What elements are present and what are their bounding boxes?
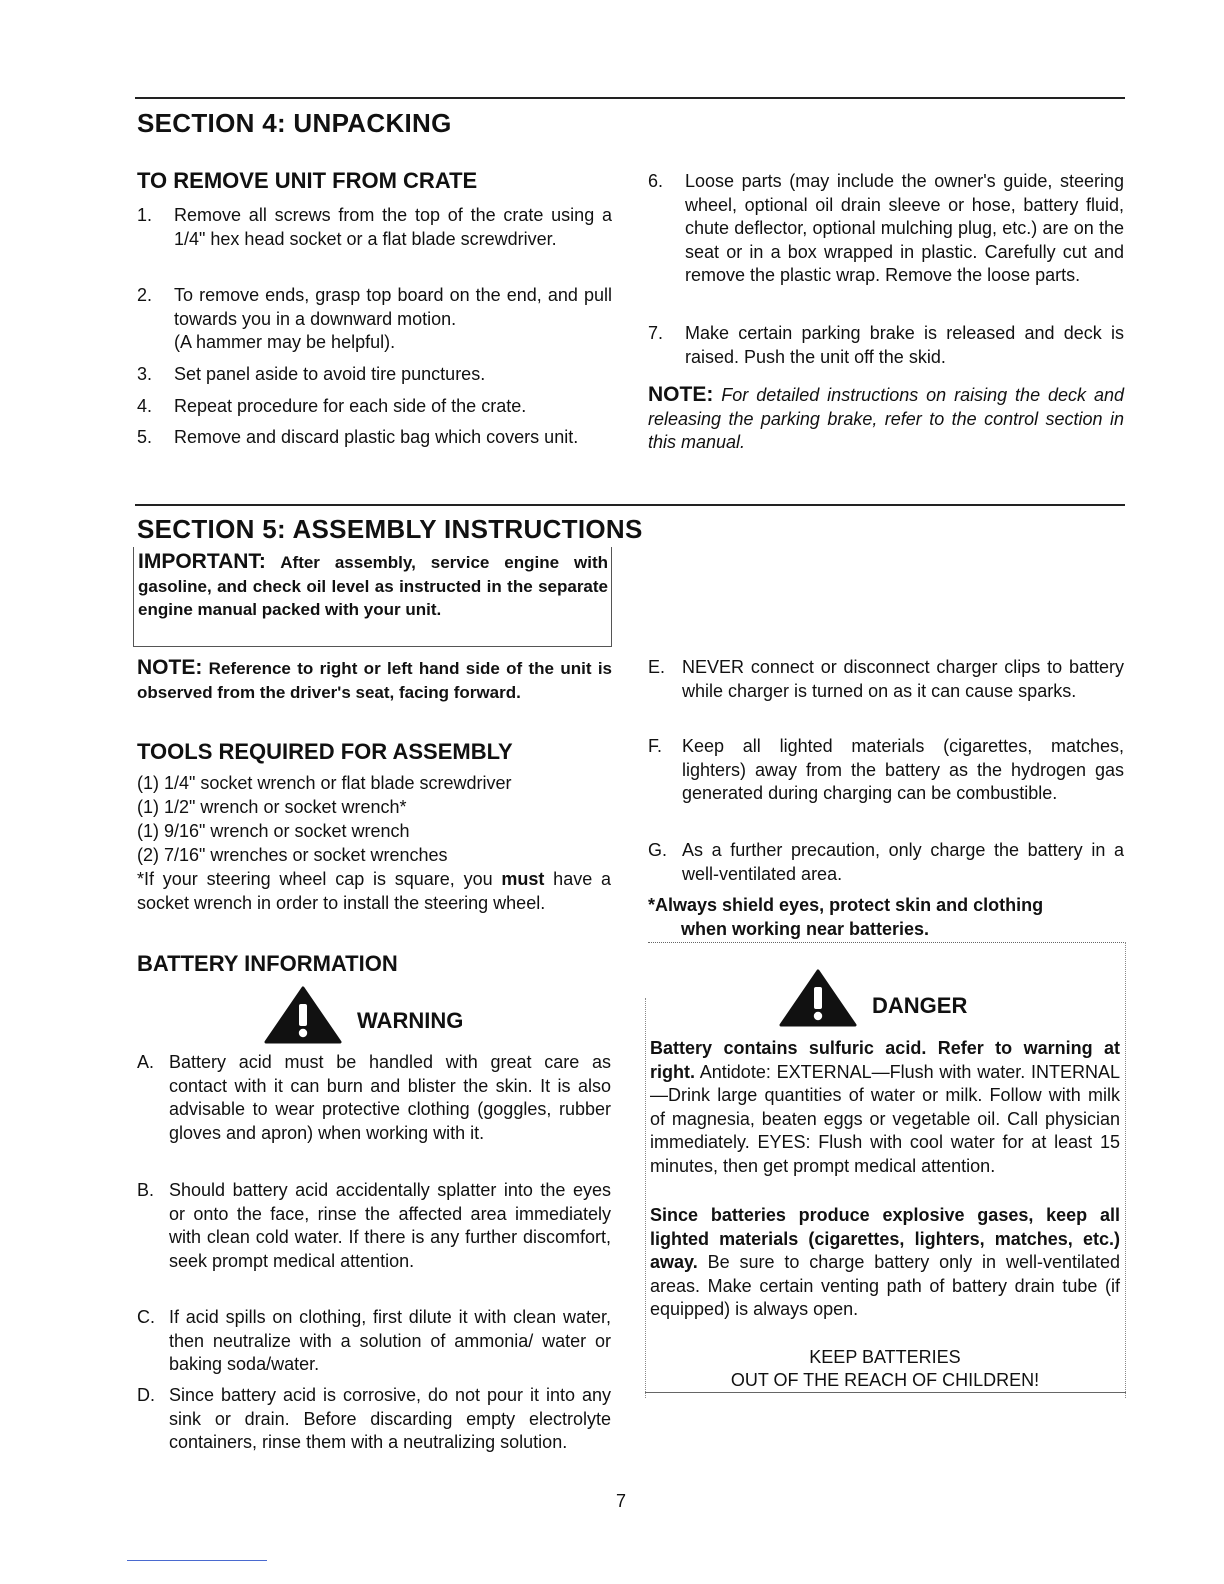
warning-triangle-icon (263, 985, 343, 1045)
step-text: Remove all screws from the top of the crate using a 1/4" hex head socket or a flat blade screwdriver. (174, 205, 612, 249)
section4-top-rule (135, 97, 1125, 99)
item-text: As a further precaution, only charge the battery in a well-ventilated area. (682, 840, 1124, 884)
page-number: 7 (616, 1491, 627, 1511)
step-number: 1. (137, 205, 153, 225)
item-letter: G. (648, 840, 668, 860)
step-text: Remove and discard plastic bag which covers unit. (174, 427, 579, 447)
danger-paragraph-2 (650, 1204, 1120, 1322)
note-label: NOTE: (648, 383, 714, 406)
item-letter: D. (137, 1385, 155, 1405)
crate-heading: TO REMOVE UNIT FROM CRATE (137, 168, 478, 193)
list-item (137, 331, 612, 356)
danger-label: DANGER (872, 993, 968, 1018)
section5-title: SECTION 5: ASSEMBLY INSTRUCTIONS (137, 514, 643, 544)
item-letter: B. (137, 1180, 155, 1200)
step-number: 2. (137, 285, 153, 305)
important-box-right (611, 547, 612, 647)
item-text: Battery acid must be handled with great care as contact with it can burn and blister the skin. It is also advisable to wear protective clothing (goggles, rubber gloves and apron) when working with it. (169, 1052, 611, 1143)
danger-text-2: Be sure to charge battery only in well-ventilated areas. Make certain venting path of battery drain tube (if equipped) is always open. (650, 1252, 1120, 1319)
footnote-text-b: have a socket wrench in order to install the steering wheel. (137, 869, 612, 913)
list-item (648, 839, 1124, 889)
danger-box-top (648, 942, 1126, 943)
list-item (137, 284, 612, 334)
step-number: 5. (137, 427, 153, 447)
step-number: 6. (648, 171, 664, 191)
list-item (648, 322, 1124, 372)
step-number: 3. (137, 364, 153, 384)
note-text: Reference to right or left hand side of the unit is observed from the driver's seat, facing forward. (137, 659, 612, 702)
list-item: (1) 1/4" socket wrench or flat blade screwdriver (137, 773, 512, 793)
assembly-note (137, 656, 612, 704)
list-item (648, 656, 1124, 728)
footer-rule (127, 1560, 267, 1561)
battery-heading: BATTERY INFORMATION (137, 951, 398, 976)
item-text: Should battery acid accidentally splatter into the eyes or onto the face, rinse the affected area immediately with clean cold water. If there is any further discomfort, seek prompt medical attention. (169, 1180, 611, 1271)
danger-bold-1: Battery contains sulfuric acid. Refer to warning at right. (650, 1038, 1120, 1082)
important-box-bottom (133, 646, 612, 647)
item-text: Keep all lighted materials (cigarettes, matches, lighters) away from the battery as the hydrogen gas generated during charging can be combustible. (682, 736, 1124, 803)
note-label: NOTE: (137, 656, 203, 679)
list-item (137, 1384, 611, 1480)
warning-label: WARNING (357, 1008, 464, 1033)
list-item: (1) 1/2" wrench or socket wrench* (137, 797, 407, 817)
danger-bold-2: Since batteries produce explosive gases, keep all lighted materials (cigarettes, lighters, matches, etc.) away. (650, 1205, 1120, 1272)
list-item (137, 1179, 611, 1299)
tools-heading: TOOLS REQUIRED FOR ASSEMBLY (137, 739, 513, 764)
important-notice (138, 550, 608, 622)
shield-warning-line1: *Always shield eyes, protect skin and clothing (648, 895, 1044, 915)
step-text: Make certain parking brake is released and deck is raised. Push the unit off the skid. (685, 323, 1124, 367)
list-item (137, 1306, 611, 1378)
list-item (137, 426, 612, 476)
item-letter: A. (137, 1052, 155, 1072)
footnote-must: must (501, 869, 545, 889)
item-text: Since battery acid is corrosive, do not pour it into any sink or drain. Before discarding empty electrolyte containers, rinse them with a neutralizing solution. (169, 1385, 611, 1452)
danger-paragraph-1 (650, 1037, 1120, 1178)
list-item: (1) 9/16" wrench or socket wrench (137, 821, 410, 841)
list-item (137, 204, 612, 279)
list-item (137, 363, 612, 388)
step-text: Set panel aside to avoid tire punctures. (174, 364, 486, 384)
item-letter: E. (648, 657, 666, 677)
important-box-left (133, 547, 134, 647)
unpacking-note (648, 383, 1124, 455)
item-letter: C. (137, 1307, 155, 1327)
list-item: (2) 7/16" wrenches or socket wrenches (137, 845, 448, 865)
danger-triangle-icon (778, 968, 858, 1028)
item-letter: F. (648, 736, 663, 756)
list-item (648, 735, 1124, 831)
section4-title: SECTION 4: UNPACKING (137, 108, 452, 138)
list-item (137, 395, 612, 420)
important-label: IMPORTANT: (138, 550, 266, 573)
item-text: NEVER connect or disconnect charger clips to battery while charger is turned on as it can cause sparks. (682, 657, 1124, 701)
keep-batteries-line2: OUT OF THE REACH OF CHILDREN! (730, 1370, 1040, 1390)
danger-text-1: Antidote: EXTERNAL—Flush with water. INTERNAL—Drink large quantities of water or milk. Follow with milk of magnesia, beaten eggs or vegetable oil. Call physician immediately. EYES: Flush with cool water for at least 15 minutes, then get prompt medical attention. (650, 1061, 1120, 1176)
important-text: After assembly, service engine with gasoline, and check oil level as instructed in the separate engine manual packed with your unit. (138, 553, 608, 619)
keep-batteries-line1: KEEP BATTERIES (809, 1347, 961, 1367)
item-text: If acid spills on clothing, first dilute it with clean water, then neutralize with a solution of ammonia/ water or baking soda/water. (169, 1307, 611, 1374)
step-number: 7. (648, 323, 664, 343)
list-item (137, 1051, 611, 1171)
step-text: To remove ends, grasp top board on the end, and pull towards you in a downward motion. (174, 285, 612, 329)
section5-top-rule (135, 504, 1125, 506)
step-text: (A hammer may be helpful). (174, 332, 396, 352)
shield-warning-line2: when working near batteries. (681, 919, 930, 939)
danger-box-left (645, 998, 646, 1398)
danger-box-right (1125, 942, 1126, 1398)
list-item (648, 170, 1124, 315)
note-text: For detailed instructions on raising the deck and releasing the parking brake, refer to the control section in this manual. (648, 385, 1124, 452)
footnote-text-a: *If your steering wheel cap is square, you (137, 869, 502, 889)
tools-footnote (137, 868, 611, 915)
step-text: Repeat procedure for each side of the crate. (174, 396, 527, 416)
step-text: Loose parts (may include the owner's guide, steering wheel, optional oil drain sleeve or hose, battery fluid, chute deflector, optional mulching plug, etc.) are on the seat or in a box wrapped in plastic. Carefully cut and remove the plastic wrap. Remove the loose parts. (685, 171, 1124, 285)
step-number: 4. (137, 396, 153, 416)
